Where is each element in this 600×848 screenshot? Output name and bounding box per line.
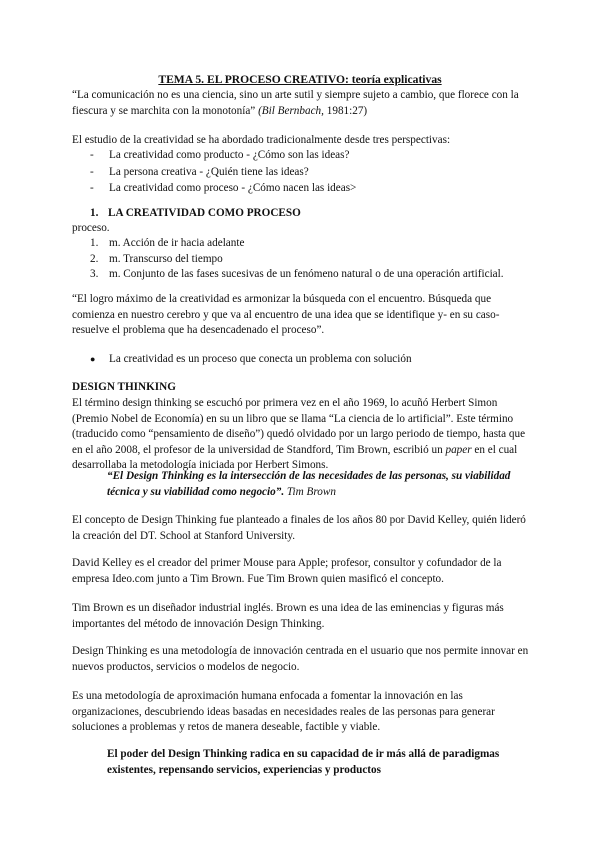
list-item: - La creatividad como producto - ¿Cómo son las ideas? bbox=[90, 148, 356, 165]
dash-marker: - bbox=[90, 182, 94, 194]
paragraph: Tim Brown es un diseñador industrial inglés. Brown es una idea de las eminencias y figuras más importantes del método de innovación Design Thinking. bbox=[72, 602, 504, 630]
opening-quote-ref: 1981:27) bbox=[323, 104, 368, 117]
tim-brown-quote bbox=[107, 469, 527, 500]
paragraph: David Kelley es el creador del primer Mouse para Apple; profesor, consultor y cofundador de la empresa Ideo.com junto a Tim Brown. Fue Tim Brown quien masificó el concepto. bbox=[72, 557, 502, 585]
closing-statement: El poder del Design Thinking radica en su capacidad de ir más allá de paradigmas existentes, repensando servicios, experiencias y productos bbox=[107, 748, 500, 776]
bullet-text: La creatividad es un proceso que conecta un problema con solución bbox=[109, 353, 412, 365]
section-heading-text: LA CREATIVIDAD COMO PROCESO bbox=[108, 207, 301, 219]
dash-marker: - bbox=[90, 149, 94, 161]
list-item: 1. m. Acción de ir hacia adelante bbox=[90, 237, 245, 249]
section-number: 1. bbox=[90, 207, 99, 219]
creativity-quote: “El logro máximo de la creatividad es armonizar la búsqueda con el encuentro. Búsqueda que comienza en nuestro cerebro y que va al encuentro de una idea que se identifique y- en su caso- resuelve el problema que ha desencadenado el proceso”. bbox=[72, 293, 500, 337]
list-item: 2. m. Transcurso del tiempo bbox=[90, 252, 223, 265]
paragraph: El concepto de Design Thinking fue planteado a finales de los años 80 por David Kelley, quién lideró la creación del DT. School at Stanford University. bbox=[72, 514, 526, 542]
paragraph: Es una metodología de aproximación humana enfocada a fomentar la innovación en las organizaciones, descubriendo ideas basadas en necesidades reales de las personas para generar soluciones a problemas y retos de manera deseable, factible y viable. bbox=[72, 690, 495, 734]
opening-quote-text: “La comunicación no es una ciencia, sino un arte sutil y siempre sujeto a cambio, que florece con la fiescura y se marchita con la monotonía” bbox=[72, 89, 519, 117]
opening-quote-author: (Bil Bernbach, bbox=[258, 104, 324, 117]
page-title: TEMA 5. EL PROCESO CREATIVO: teoría explicativas bbox=[158, 73, 442, 86]
bullet-item bbox=[90, 352, 412, 368]
dash-marker: - bbox=[90, 165, 94, 178]
intro-text: El estudio de la creatividad se ha abordado tradicionalmente desde tres perspectivas: bbox=[72, 134, 451, 146]
paper-word: paper bbox=[445, 443, 472, 456]
paragraph: Design Thinking es una metodología de innovación centrada en el usuario que nos permite innovar en nuevos productos, servicios o modelos de negocio. bbox=[72, 645, 529, 673]
opening-quote bbox=[72, 88, 532, 119]
section-heading bbox=[90, 206, 301, 222]
definitions-list bbox=[90, 236, 504, 283]
list-item: - La creatividad como proceso - ¿Cómo nacen las ideas> bbox=[90, 181, 356, 198]
list-item: 3. m. Conjunto de las fases sucesivas de un fenómeno natural o de una operación artificial. bbox=[90, 268, 504, 280]
quote-author: Tim Brown bbox=[286, 485, 336, 498]
design-thinking-history: El término design thinking se escuchó por primera vez en el año 1969, lo acuñó Herbert Simon (Premio Nobel de Economía) en su un libro que se llama “La ciencia de lo artificial”. Este término (traducido como “pensamiento de diseño”) quedó olvidado por un largo periodo de tiempo, hasta que en el año 2008, el profesor de la universidad de Standford, Tim Brown, escribió un paper en el cual desarrollaba la metodología iniciada por Herbert Simons. bbox=[72, 397, 526, 472]
list-item: - La persona creativa - ¿Quién tiene las ideas? bbox=[90, 165, 356, 182]
perspectives-list bbox=[90, 148, 356, 198]
design-thinking-heading: DESIGN THINKING bbox=[72, 381, 176, 393]
definition-term: proceso. bbox=[72, 222, 110, 234]
bullet-icon: ● bbox=[90, 354, 96, 364]
quote-text: “El Design Thinking es la intersección de las necesidades de las personas, su viabilidad técnica y su viabilidad como negocio”. bbox=[107, 470, 511, 498]
